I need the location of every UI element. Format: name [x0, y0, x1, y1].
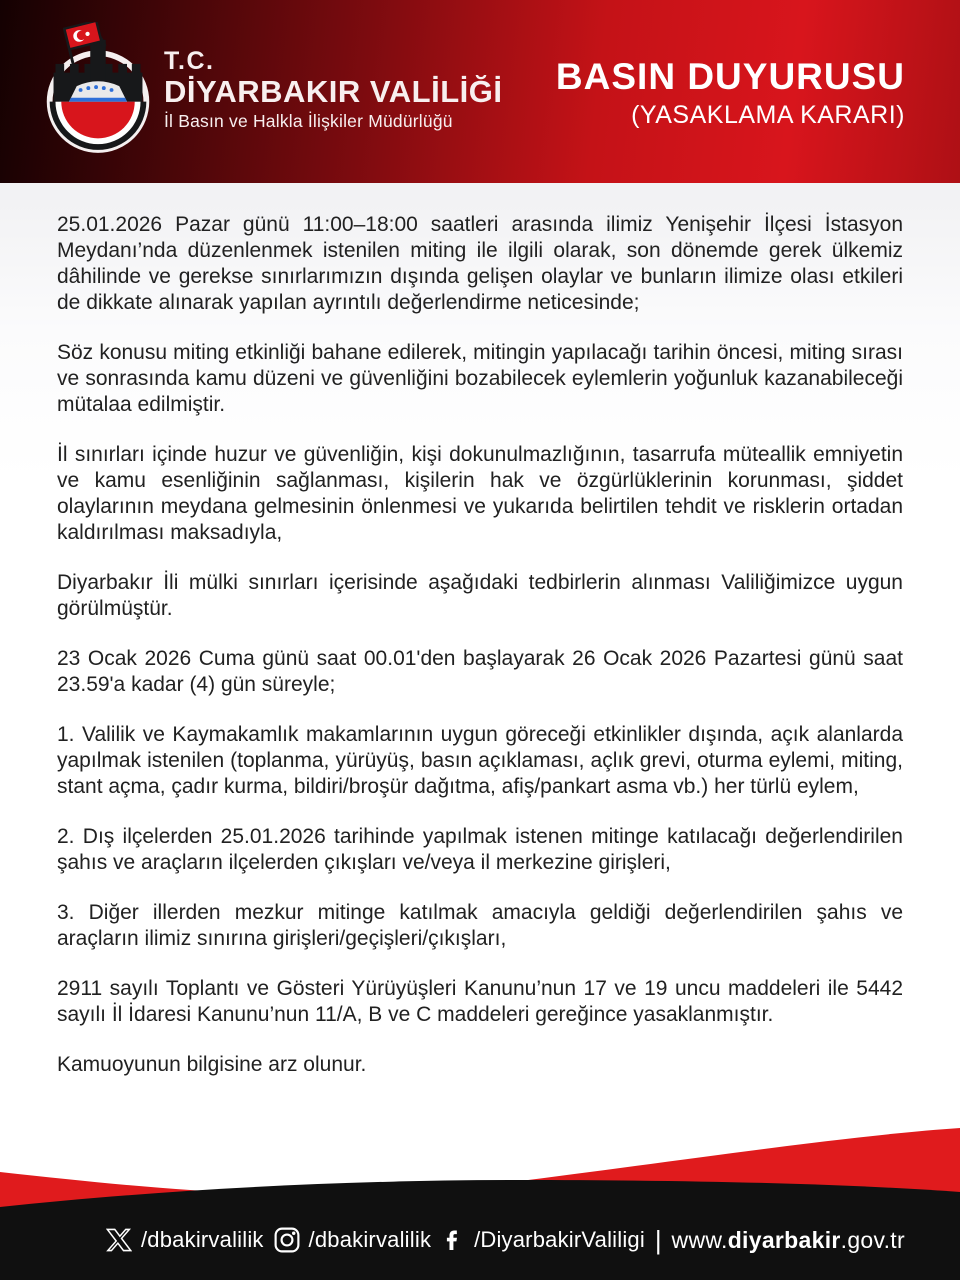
valilik-emblem-icon — [40, 22, 156, 158]
social-link-facebook[interactable] — [441, 1227, 645, 1253]
ban-item-3: 3. Diğer illerden mezkur mitinge katılmak amacıyla geldiği değerlendirilen şahıs ve araçların ilimiz sınırına girişleri/geçişleri/çıkışları, — [57, 901, 903, 950]
org-line2: DİYARBAKIR VALİLİĞİ — [164, 74, 503, 109]
website-domain: diyarbakir — [727, 1226, 841, 1253]
facebook-handle: /DiyarbakirValiligi — [474, 1227, 645, 1252]
instagram-handle: /dbakirvalilik — [308, 1227, 432, 1252]
paragraph-legal-basis: 2911 sayılı Toplantı ve Gösteri Yürüyüşleri Kanunu’nun 17 ve 19 uncu maddeleri ile 5442 sayılı İl İdaresi Kanunu’nun 11/A, B ve C maddeleri gereğince yasaklanmıştır. — [57, 977, 903, 1026]
paragraph-purpose: İl sınırları içinde huzur ve güvenliğin, kişi dokunulmazlığının, tasarrufa müteallik emniyetin ve kamu esenliğinin sağlanması, kişilerin hak ve özgürlüklerinin korunması, şiddet olaylarının meydana gelmesinin önlenmesi ve yukarıda belirtilen tehdit ve risklerin ortadan kaldırılması maksadıyla, — [57, 443, 903, 544]
social-link-instagram[interactable] — [274, 1227, 432, 1253]
facebook-icon — [441, 1227, 465, 1253]
press-release-title: BASIN DUYURUSU — [555, 56, 905, 97]
title-block — [556, 56, 905, 130]
social-bar — [0, 1214, 960, 1266]
instagram-icon — [274, 1227, 300, 1253]
website-link[interactable] — [672, 1227, 905, 1254]
press-release-subtitle: (YASAKLAMA KARARI) — [631, 101, 905, 129]
ban-item-2: 2. Dış ilçelerden 25.01.2026 tarihinde yapılmak istenen mitinge katılacağı değerlendirilen şahıs ve araçların ilçelerden çıkışları ve/veya il merkezine girişleri, — [57, 825, 903, 874]
paragraph-intro: 25.01.2026 Pazar günü 11:00–18:00 saatleri arasında ilimiz Yenişehir İlçesi İstasyon Meydanı’nda düzenlenmek istenilen miting ile ilgili olarak, son dönemde gerek ülkemiz dâhilinde ve gerekse sınırlarımızın dışında gelişen olaylar ve bunların ilimize olası etkileri de dikkate alınarak yapılan ayrıntılı değerlendirme neticesinde; — [57, 213, 903, 314]
footer — [0, 1112, 960, 1280]
ban-item-1: 1. Valilik ve Kaymakamlık makamlarının uygun göreceği etkinlikler dışında, açık alanlarda yapılmak istenilen (toplanma, yürüyüş, basın açıklaması, açlık grevi, oturma eylemi, miting, stant açma, çadır kurma, bildiri/broşür dağıtma, afiş/pankart asma vb.) her türlü eylem, — [57, 723, 903, 798]
social-link-x[interactable] — [106, 1227, 264, 1253]
paragraph-decision: Diyarbakır İli mülki sınırları içerisinde aşağıdaki tedbirlerin alınması Valiliğimizce uygun görülmüştür. — [57, 571, 903, 620]
website-prefix: www. — [671, 1226, 728, 1253]
paragraph-closing: Kamuoyunun bilgisine arz olunur. — [57, 1053, 367, 1076]
masthead — [0, 0, 960, 183]
x-icon — [106, 1227, 132, 1253]
org-block — [164, 48, 502, 131]
org-line3: İl Basın ve Halkla İlişkiler Müdürlüğü — [164, 111, 453, 132]
document-body — [57, 212, 903, 1078]
footer-separator: | — [654, 1224, 662, 1255]
org-line1: T.C. — [164, 47, 215, 75]
x-handle: /dbakirvalilik — [141, 1227, 264, 1252]
valilik-logo — [40, 22, 156, 158]
website-suffix: .gov.tr — [840, 1226, 905, 1253]
paragraph-dates: 23 Ocak 2026 Cuma günü saat 00.01'den başlayarak 26 Ocak 2026 Pazartesi günü saat 23.59'a kadar (4) gün süreyle; — [57, 647, 903, 696]
paragraph-assessment: Söz konusu miting etkinliği bahane edilerek, mitingin yapılacağı tarihin öncesi, miting sırası ve sonrasında kamu düzeni ve güvenliğini bozabilecek eylemlerin yoğunluk kazanabileceği mütalaa edilmiştir. — [57, 341, 903, 416]
